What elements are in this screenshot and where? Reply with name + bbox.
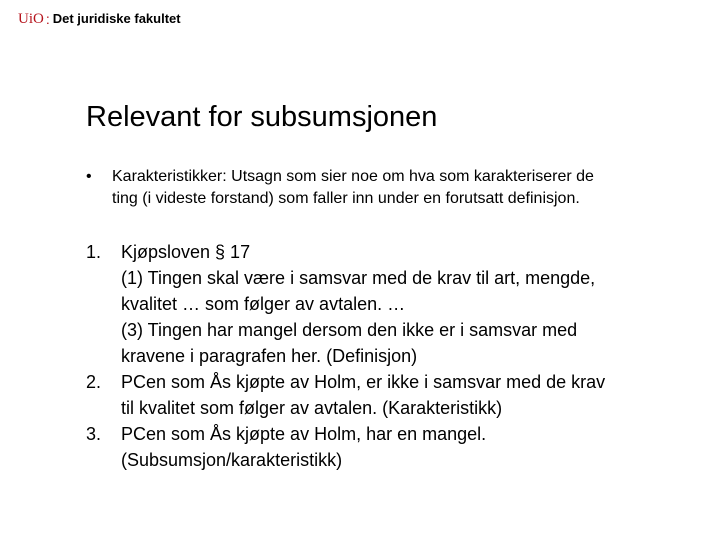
list-line: PCen som Ås kjøpte av Holm, er ikke i samsvar med de krav: [121, 372, 606, 392]
bullet-line: Karakteristikker: Utsagn som sier noe om hva som karakteriserer de: [112, 168, 594, 185]
slide-title: Relevant for subsumsjonen: [86, 101, 438, 133]
list-line: kvalitet … som følger av avtalen. …: [121, 294, 406, 314]
list-line: PCen som Ås kjøpte av Holm, har en mangel.: [121, 424, 487, 444]
list-item: [86, 421, 686, 473]
bullet-item: [86, 166, 666, 210]
list-number: 1.: [86, 242, 102, 262]
list-item: [86, 239, 686, 369]
bullet-text: [112, 166, 666, 210]
list-item: [86, 369, 686, 421]
list-item-body: [121, 239, 686, 369]
list-item-body: [121, 421, 686, 473]
list-line: (Subsumsjon/karakteristikk): [121, 450, 343, 470]
uio-logo-mark: UiO: [18, 11, 44, 27]
list-item-body: [121, 369, 686, 421]
list-number: 2.: [86, 372, 102, 392]
list-line: (1) Tingen skal være i samsvar med de krav til art, mengde,: [121, 268, 596, 288]
list-line: (3) Tingen har mangel dersom den ikke er i samsvar med: [121, 320, 578, 340]
bullet-line: ting (i videste forstand) som faller inn under en forutsatt definisjon.: [112, 190, 580, 207]
header-logo: [18, 11, 181, 27]
list-line: kravene i paragrafen her. (Definisjon): [121, 346, 418, 366]
list-number: 3.: [86, 424, 102, 444]
list-line: Kjøpsloven § 17: [121, 242, 251, 262]
bullet-marker: •: [86, 168, 92, 185]
logo-separator: :: [45, 11, 50, 27]
faculty-name: Det juridiske fakultet: [52, 11, 181, 26]
numbered-list: [86, 239, 686, 473]
list-line: til kvalitet som følger av avtalen. (Karakteristikk): [121, 398, 503, 418]
